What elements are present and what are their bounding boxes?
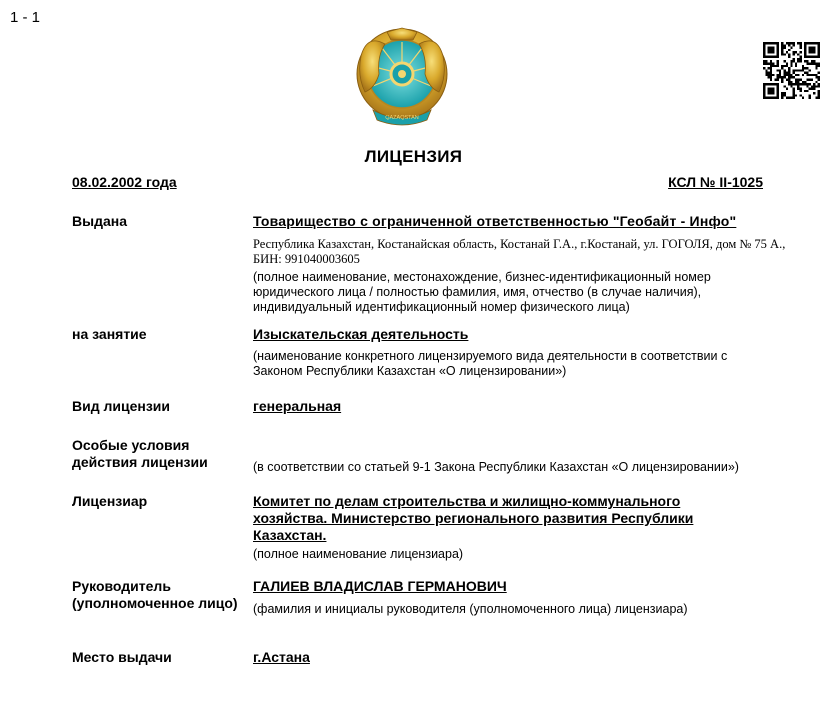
licensor-label: Лицензиар [72, 493, 148, 509]
qr-code-icon [763, 42, 820, 99]
issue-date: 08.02.2002 года [72, 174, 177, 190]
issued-to-address: Республика Казахстан, Костанайская область, Костанай Г.А., г.Костанай, ул. ГОГОЛЯ, дом № 75 А., БИН: 991040003605 [253, 237, 786, 266]
special-conditions-label-line2: действия лицензии [72, 454, 208, 470]
page-number: 1 - 1 [10, 9, 41, 26]
emblem-inscription: QAZAQSTAN [385, 115, 419, 121]
head-label-line1: Руководитель [72, 578, 171, 594]
license-type-value: генеральная [253, 398, 342, 414]
issued-to-label: Выдана [72, 213, 127, 229]
place-label: Место выдачи [72, 649, 172, 665]
special-conditions-label-line1: Особые условия [72, 437, 190, 453]
licensor-note: (полное наименование лицензиара) [253, 547, 464, 561]
licensor-value: Комитет по делам строительства и жилищно-коммунального хозяйства. Министерство регионального развития Республики Казахстан. [253, 493, 694, 543]
issued-to-note: (полное наименование, местонахождение, бизнес-идентификационный номер юридического лица / полностью фамилия, имя, отчество (в случае наличия), индивидуальный идентификационный номер физического лица) [253, 270, 711, 314]
activity-note: (наименование конкретного лицензируемого вида деятельности в соответствии с Законом Республики Казахстан «О лицензировании») [253, 349, 728, 378]
issued-to-value: Товарищество с ограниченной ответственностью "Геобайт - Инфо" [253, 213, 737, 229]
document-title: ЛИЦЕНЗИЯ [364, 147, 463, 166]
head-label-line2: (уполномоченное лицо) [72, 595, 238, 611]
special-conditions-note: (в соответствии со статьей 9-1 Закона Республики Казахстан «О лицензировании») [253, 460, 739, 474]
head-note: (фамилия и инициалы руководителя (уполномоченного лица) лицензиара) [253, 602, 688, 616]
place-value: г.Астана [253, 649, 310, 665]
activity-label: на занятие [72, 326, 147, 342]
license-number: КСЛ № II-1025 [668, 174, 763, 190]
state-emblem-icon [355, 26, 449, 128]
activity-value: Изыскательская деятельность [253, 326, 469, 342]
license-type-label: Вид лицензии [72, 398, 171, 414]
head-value: ГАЛИЕВ ВЛАДИСЛАВ ГЕРМАНОВИЧ [253, 578, 507, 594]
